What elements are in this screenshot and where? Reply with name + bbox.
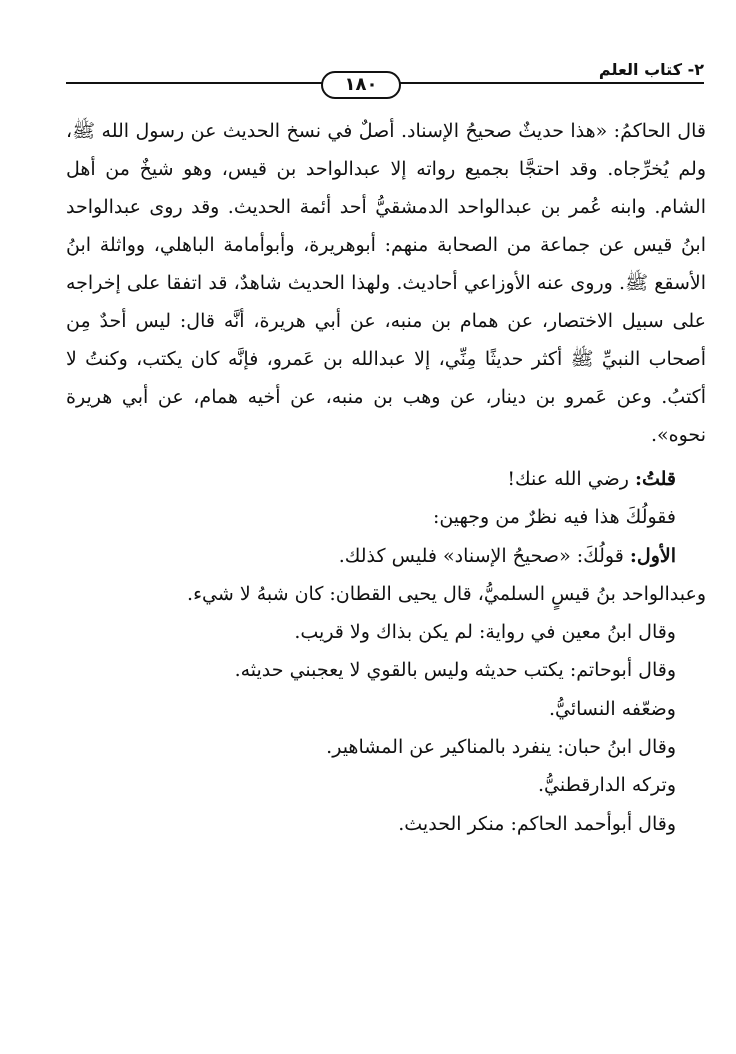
page-header xyxy=(66,52,704,95)
abu-hatim-line: وقال أبوحاتم: يكتب حديثه وليس بالقوي لا يعجبني حديثه. xyxy=(234,659,676,682)
chapter-title: ٢- كتاب العلم xyxy=(598,60,704,79)
intro-line: فقولُكَ هذا فيه نظرٌ من وجهين: xyxy=(432,506,676,529)
qultu-text: رضي الله عنك! xyxy=(507,468,629,490)
first-point-text: قولُكَ: «صحيحُ الإسناد» فليس كذلك. xyxy=(338,544,624,567)
first-point-line xyxy=(66,537,706,575)
ibn-hibban-line: وقال ابنُ حبان: ينفرد بالمناكير عن المشاهير. xyxy=(326,736,676,759)
ibn-maeen-line: وقال ابنُ معين في رواية: لم يكن بذاك ولا قريب. xyxy=(294,621,676,644)
page-body xyxy=(66,112,706,843)
page-number: ١٨٠ xyxy=(321,71,401,99)
abu-ahmad-line: وقال أبوأحمد الحاكم: منكر الحديث. xyxy=(398,812,676,835)
hakim-quote-paragraph: قال الحاكمُ: «هذا حديثٌ صحيحُ الإسناد. أصلٌ في نسخ الحديث عن رسول الله ﷺ، ولم يُخرِّجاه. وقد احتجَّا بجميع رواته إلا عبدالواحد بن قيس، وهو شيخٌ من أهل الشام. وابنه عُمر بن عبدالواحد الدمشقيُّ أحد أئمة الحديث. وقد روى عبدالواحد ابنُ قيس عن جماعة من الصحابة منهم: أبوهريرة، وأبوأمامة الباهلي، وواثلة ابنُ الأسقع ﷺ. وروى عنه الأوزاعي أحاديث. ولهذا الحديث شاهدٌ، قد اتفقا على إخراجه على سبيل الاختصار، عن همام بن منبه، عن أبي هريرة، أنَّه قال: ليس أحدٌ مِن أصحاب النبيِّ ﷺ أكثر حديثًا مِنِّي، إلا عبدالله بن عَمرو، فإنَّه كان يكتب، وكنتُ لا أكتبُ. وعن عَمرو بن دينار، عن وهب بن منبه، عن أخيه همام، عن أبي هريرة نحوه». xyxy=(66,120,706,446)
daraqutni-line: وتركه الدارقطنيُّ. xyxy=(538,774,676,797)
qultu-line xyxy=(66,460,706,498)
nasai-line: وضعّفه النسائيُّ. xyxy=(548,697,676,720)
first-point-label: الأول: xyxy=(629,544,676,567)
qattan-line: وعبدالواحد بنُ قيسٍ السلميُّ، قال يحيى القطان: كان شبهُ لا شيء. xyxy=(187,582,706,605)
qultu-label: قلتُ: xyxy=(634,468,676,490)
